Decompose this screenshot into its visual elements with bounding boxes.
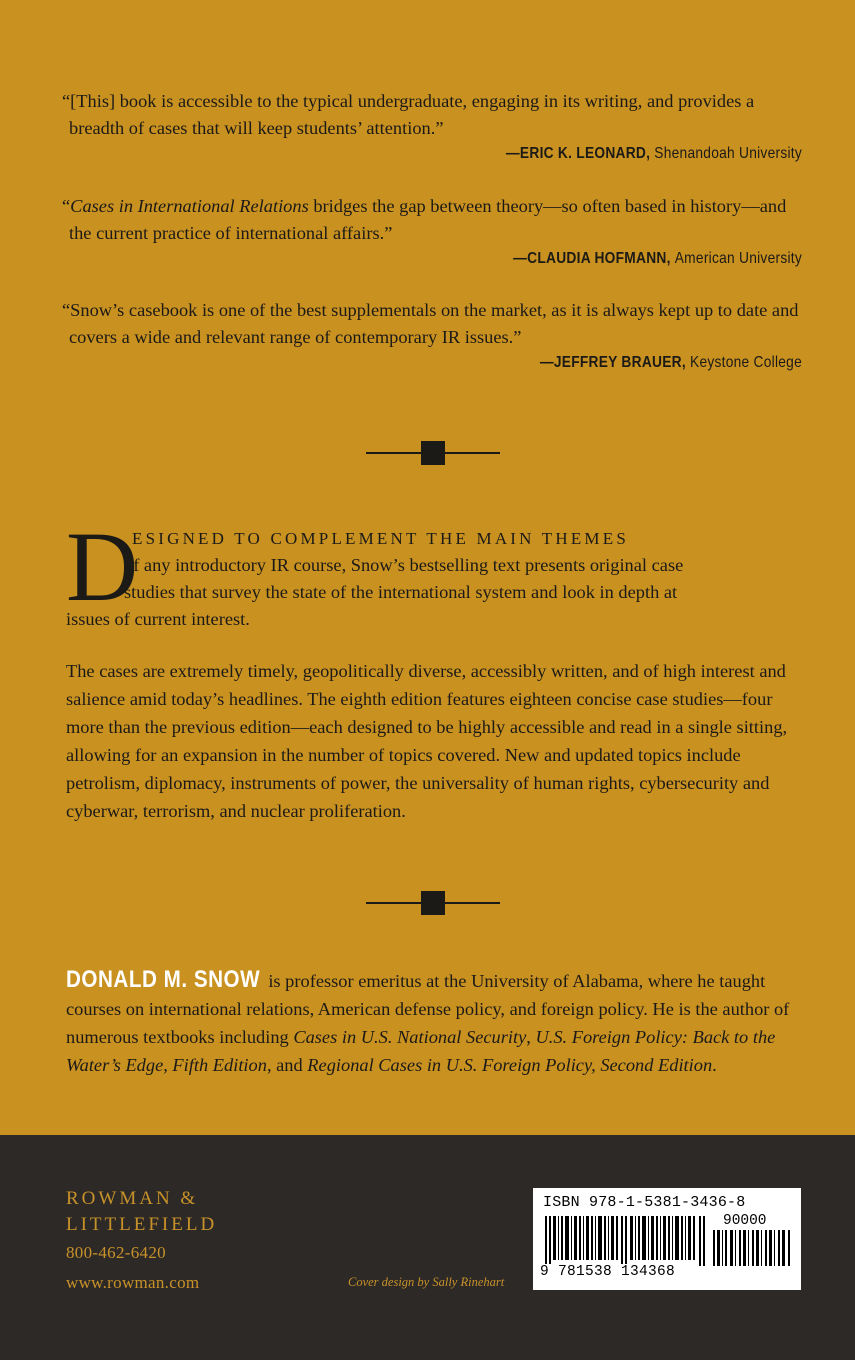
endorsement-attribution	[166, 142, 802, 166]
publisher-name-line2: LITTLEFIELD	[66, 1214, 218, 1235]
publisher-phone: 800-462-6420	[66, 1243, 166, 1262]
isbn-barcode	[533, 1188, 801, 1290]
ean-number: 9 781538 134368	[540, 1264, 676, 1280]
endorsement-attribution	[166, 247, 802, 271]
bio-separator: .	[712, 1055, 717, 1075]
author-name: DONALD M. SNOW	[66, 966, 261, 993]
isbn-addon: 90000	[723, 1213, 767, 1229]
endorsement-attribution	[166, 351, 802, 375]
quote-mark: “	[62, 196, 71, 216]
endorsement-2	[62, 193, 802, 271]
square-ornament-icon	[421, 891, 445, 915]
publisher-website: www.rowman.com	[66, 1273, 200, 1292]
endorsement-3	[62, 297, 802, 375]
description-line: ESIGNED TO COMPLEMENT THE MAIN THEMES	[132, 529, 629, 548]
bio-separator: ,	[526, 1027, 536, 1047]
book-title: Cases in U.S. National Security	[293, 1027, 527, 1047]
publisher-block	[66, 1186, 217, 1298]
book-description	[66, 511, 806, 633]
book-title: U.S. Foreign Policy: Back to the Water’s Edge, Fifth Edition	[66, 1027, 776, 1075]
cover-credit: Cover design by Sally Rinehart	[348, 1275, 505, 1289]
endorsement-name: —ERIC K. LEONARD,	[505, 145, 651, 162]
bio-separator: , and	[266, 1055, 308, 1075]
ornament-divider	[366, 441, 500, 465]
endorsement-1	[62, 88, 802, 166]
endorsement-name: —JEFFREY BRAUER,	[539, 354, 686, 371]
endorsement-quote	[62, 193, 802, 247]
book-title: Regional Cases in U.S. Foreign Policy, Second Edition	[307, 1055, 713, 1075]
description-line: issues of current interest.	[66, 609, 250, 629]
barcode-icon	[545, 1216, 705, 1266]
description-line: studies that survey the state of the international system and look in depth at	[124, 582, 678, 602]
ornament-divider	[366, 891, 500, 915]
endorsement-affiliation: Keystone College	[690, 354, 802, 371]
author-bio	[66, 966, 806, 1079]
publisher-name-line1: ROWMAN &	[66, 1188, 199, 1209]
isbn-label: ISBN 978-1-5381-3436-8	[543, 1194, 746, 1211]
endorsement-quote: “Snow’s casebook is one of the best supplementals on the market, as it is always kept up to date and covers a wide and relevant range of contemporary IR issues.”	[62, 300, 799, 347]
book-title: Cases in International Relations	[70, 196, 309, 216]
description-line: of any introductory IR course, Snow’s bestselling text presents original case	[124, 555, 684, 575]
square-ornament-icon	[421, 441, 445, 465]
endorsement-name: —CLAUDIA HOFMANN,	[513, 250, 671, 267]
drop-cap: D	[66, 511, 139, 622]
endorsement-affiliation: American University	[674, 250, 802, 267]
endorsement-affiliation: Shenandoah University	[654, 145, 802, 162]
description-paragraph: The cases are extremely timely, geopolitically diverse, accessibly written, and of high interest and salience amid today’s headlines. The eighth edition features eighteen concise case studies—four more than the previous edition—each designed to be highly accessible and read in a single sitting, allowing for an expansion in the number of topics covered. New and updated topics include petrolism, diplomacy, instruments of power, the universality of human rights, cybersecurity and cyberwar, terrorism, and nuclear proliferation.	[66, 661, 788, 821]
quote-rest: bridges the gap between theory—so often based in history—and the current practice of international affairs.”	[69, 196, 787, 243]
endorsement-quote: “[This] book is accessible to the typical undergraduate, engaging in its writing, and provides a breadth of cases that will keep students’ attention.”	[62, 91, 755, 138]
bio-text: is professor emeritus at the University of Alabama, where he taught courses on international relations, American defense policy, and foreign policy. He is the author of numerous textbooks including	[66, 971, 790, 1047]
